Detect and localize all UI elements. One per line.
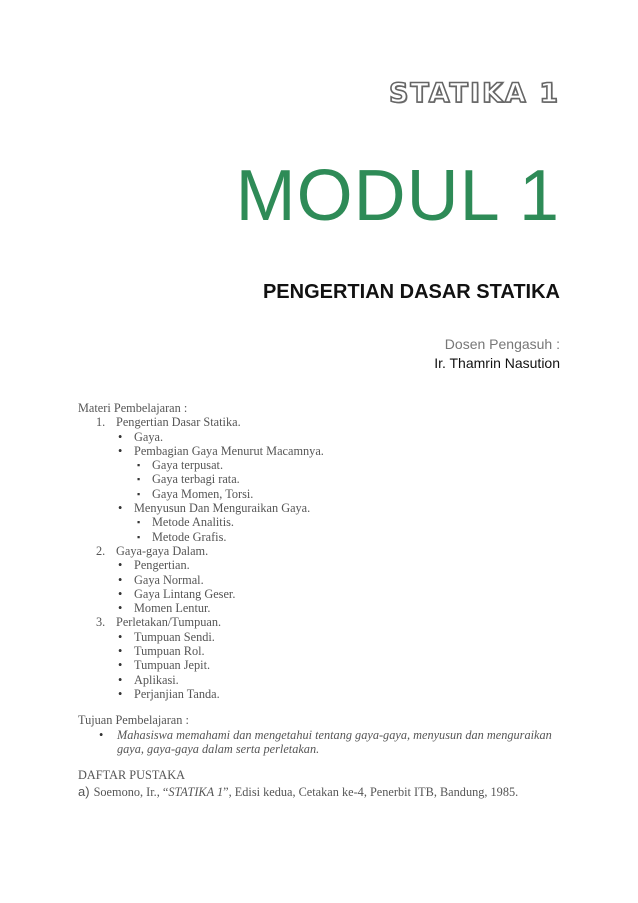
materi-section — [96, 415, 568, 544]
tujuan-list — [78, 728, 568, 757]
series-title: STATIKA 1 — [388, 78, 560, 109]
module-title: MODUL 1 — [235, 156, 560, 236]
reference-details: ”, Edisi kedua, Cetakan ke-4, Penerbit ITB, Bandung, 1985. — [223, 785, 519, 800]
item-label: Gaya. — [134, 429, 164, 444]
tujuan-heading: Tujuan Pembelajaran : — [78, 713, 189, 728]
list-item — [134, 444, 568, 501]
reference-title: STATIKA 1 — [168, 785, 224, 800]
sub-item: ▪ Gaya terbagi rata. — [152, 472, 568, 486]
list-item: • Tumpuan Rol. — [134, 644, 568, 658]
sub-item: ▪ Gaya Momen, Torsi. — [152, 487, 568, 501]
list-item: • Perjanjian Tanda. — [134, 687, 568, 701]
item-label: Menyusun Dan Menguraikan Gaya. — [134, 501, 311, 516]
section-items — [116, 630, 568, 701]
section-items — [116, 430, 568, 544]
section-number: 3. — [96, 615, 106, 630]
list-item: • Aplikasi. — [134, 673, 568, 687]
materi-section — [96, 615, 568, 701]
list-item: • Tumpuan Sendi. — [134, 630, 568, 644]
lecturer-label: Dosen Pengasuh : — [444, 336, 560, 352]
list-item: • Momen Lentur. — [134, 601, 568, 615]
list-item: • Gaya Lintang Geser. — [134, 587, 568, 601]
reference-entry — [78, 785, 568, 799]
list-item: • Gaya Normal. — [134, 573, 568, 587]
lecturer-name: Ir. Thamrin Nasution — [434, 355, 560, 371]
materi-section — [96, 543, 568, 616]
list-item — [134, 430, 568, 444]
module-content — [78, 401, 568, 800]
sub-items — [134, 515, 568, 544]
reference-marker: a) — [78, 784, 90, 800]
subject-title: PENGERTIAN DASAR STATIKA — [262, 281, 560, 303]
sub-item: ▪ Gaya terpusat. — [152, 458, 568, 472]
materi-heading: Materi Pembelajaran : — [78, 401, 188, 415]
section-number: 2. — [96, 543, 106, 558]
section-title: Perletakan/Tumpuan. — [116, 615, 222, 630]
tujuan-item — [117, 728, 568, 757]
section-title: Gaya-gaya Dalam. — [116, 543, 209, 558]
section-items — [116, 558, 568, 615]
section-title: Pengertian Dasar Statika. — [116, 415, 241, 430]
sub-item: ▪ Metode Grafis. — [152, 530, 568, 544]
sub-item: ▪ Metode Analitis. — [152, 515, 568, 529]
sub-items — [134, 458, 568, 501]
list-item: • Pengertian. — [134, 558, 568, 572]
item-label: Pembagian Gaya Menurut Macamnya. — [134, 443, 324, 458]
tujuan-line: gaya, gaya-gaya dalam serta perletakan. — [117, 741, 320, 756]
list-item — [134, 501, 568, 544]
tujuan-line: Mahasiswa memahami dan mengetahui tentang gaya-gaya, menyusun dan menguraikan — [117, 727, 552, 742]
section-number: 1. — [96, 415, 106, 430]
pustaka-heading: DAFTAR PUSTAKA — [78, 768, 186, 783]
list-item: • Tumpuan Jepit. — [134, 658, 568, 672]
materi-list — [78, 415, 568, 701]
reference-author: Soemono, Ir., “ — [93, 785, 169, 800]
